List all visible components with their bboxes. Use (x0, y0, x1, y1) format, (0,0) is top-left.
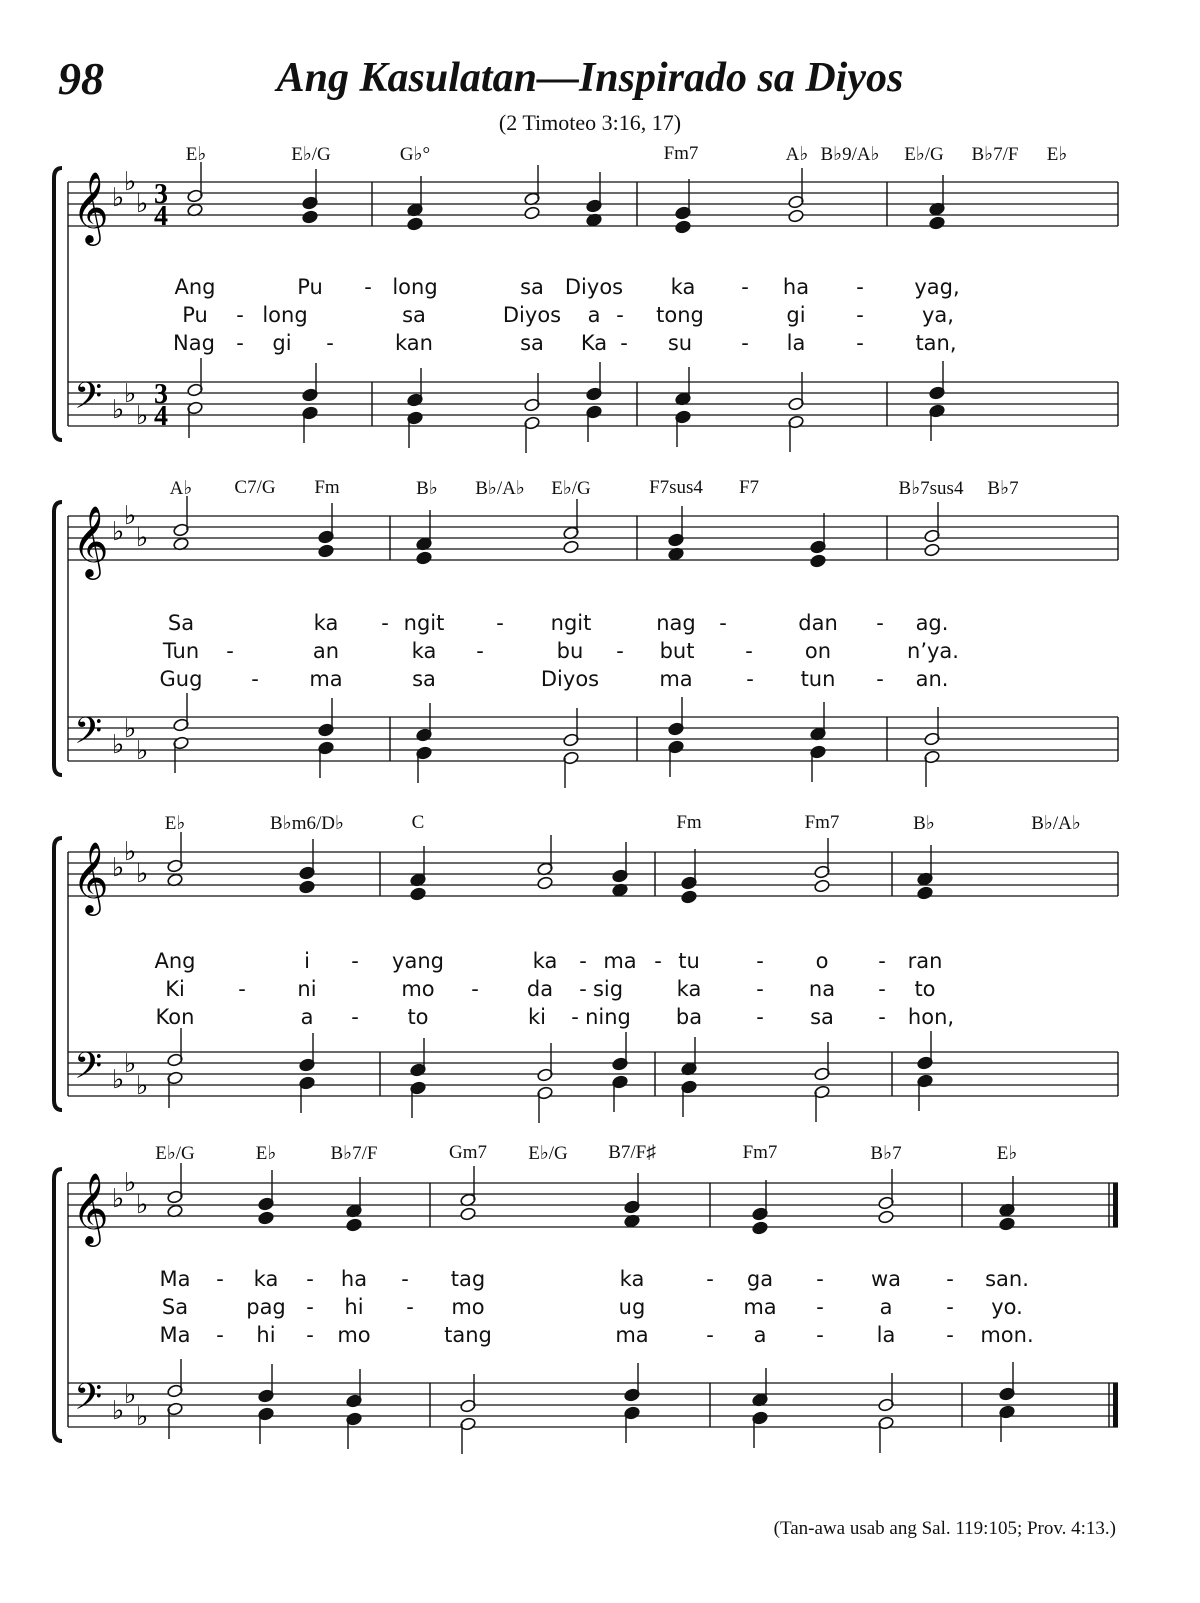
lyric-syllable: Sa (167, 611, 195, 635)
lyric-syllable: Nag (173, 331, 215, 355)
chord-symbol: B♭m6/D♭ (270, 813, 344, 834)
key-flat: ♭ (124, 379, 137, 409)
lyric-syllable: a (753, 1323, 767, 1347)
chord-symbol: B♭7/F (330, 1143, 378, 1164)
lyric-syllable: mo (401, 977, 435, 1001)
lyric-hyphen: - (856, 303, 864, 327)
lyric-hyphen: - (401, 1267, 409, 1291)
lyric-syllable: n’ya. (907, 639, 959, 663)
lyric-syllable: i (304, 949, 310, 973)
lyric-hyphen: - (238, 977, 246, 1001)
lyric-syllable: gi (786, 303, 806, 327)
lyric-syllable: ka (670, 275, 696, 299)
lyric-hyphen: - (616, 303, 624, 327)
chord-symbol: B♭ (416, 478, 438, 499)
lyric-hyphen: - (816, 1295, 824, 1319)
chord-symbol: B7/F♯ (608, 1142, 656, 1163)
lyric-syllable: sig (592, 977, 624, 1001)
lyric-syllable: ga (746, 1267, 774, 1291)
lyric-syllable: an (312, 639, 340, 663)
chord-symbol: Gm7 (449, 1142, 487, 1163)
lyric-syllable: yo. (991, 1295, 1023, 1319)
lyric-hyphen: - (496, 611, 504, 635)
lyric-hyphen: - (706, 1323, 714, 1347)
chord-symbol: Fm (314, 477, 340, 498)
staff-lines (54, 167, 1118, 1441)
lyric-hyphen: - (878, 977, 886, 1001)
key-flat: ♭ (112, 1184, 125, 1214)
treble-note (407, 217, 424, 231)
system-bracket (54, 838, 62, 1110)
lyric-syllable: tong (656, 303, 704, 327)
lyric-syllable: ka (619, 1267, 645, 1291)
key-flat: ♭ (136, 1071, 149, 1101)
lyric-syllable: Sa (161, 1295, 189, 1319)
lyric-syllable: sa (520, 275, 544, 299)
treble-note (878, 1210, 895, 1224)
treble-note (416, 551, 433, 565)
lyric-syllable: ma (615, 1323, 649, 1347)
lyric-syllable: mo (337, 1323, 371, 1347)
lyric-syllable: dan (798, 611, 838, 635)
lyric-syllable: sa (520, 331, 544, 355)
lyric-syllable: Ma (159, 1323, 191, 1347)
chord-symbol: C (411, 812, 425, 833)
chord-symbol: B♭/A♭ (475, 478, 525, 499)
lyric-hyphen: - (471, 977, 479, 1001)
key-flat: ♭ (136, 1190, 149, 1220)
lyric-syllable: la (876, 1323, 896, 1347)
chord-symbol: E♭ (185, 144, 207, 165)
lyric-syllable: su (667, 331, 693, 355)
key-flat: ♭ (136, 859, 149, 889)
lyric-syllable: san. (985, 1267, 1029, 1291)
lyric-syllable: tang (444, 1323, 492, 1347)
treble-note (999, 1217, 1016, 1231)
chord-symbol: B♭7sus4 (898, 478, 964, 499)
lyric-hyphen: - (741, 275, 749, 299)
lyric-hyphen: - (251, 667, 259, 691)
lyric-hyphen: - (351, 1005, 359, 1029)
chord-symbol: E♭ (996, 1143, 1018, 1164)
key-flat: ♭ (124, 714, 137, 744)
lyric-hyphen: - (876, 611, 884, 635)
lyric-hyphen: - (816, 1323, 824, 1347)
lyric-hyphen: - (236, 303, 244, 327)
key-flat: ♭ (124, 501, 137, 531)
chord-symbol: E♭ (255, 1143, 277, 1164)
system-4 (54, 1168, 1118, 1441)
lyric-hyphen: - (946, 1323, 954, 1347)
lyric-hyphen: - (756, 1005, 764, 1029)
lyric-syllable: a (587, 303, 601, 327)
lyric-hyphen: - (878, 1005, 886, 1029)
lyric-syllable: Ki (165, 977, 185, 1001)
lyric-hyphen: - (741, 331, 749, 355)
lyric-syllable: sa (810, 1005, 834, 1029)
lyric-syllable: Kon (155, 1005, 195, 1029)
lyric-syllable: Diyos (502, 303, 562, 327)
lyric-syllable: on (804, 639, 832, 663)
chord-symbol: E♭/G (551, 478, 591, 499)
lyric-syllable: to (914, 977, 936, 1001)
lyric-hyphen: - (579, 977, 587, 1001)
lyric-syllable: ki (528, 1005, 546, 1029)
lyric-syllable: long (262, 303, 308, 327)
lyric-syllable: ni (297, 977, 317, 1001)
treble-clef: 𝄞 (72, 1171, 109, 1244)
lyric-hyphen: - (236, 331, 244, 355)
lyric-hyphen: - (226, 639, 234, 663)
lyric-syllable: Ka (580, 331, 608, 355)
treble-note (410, 887, 427, 901)
lyric-hyphen: - (856, 331, 864, 355)
lyric-syllable: an. (915, 667, 949, 691)
lyric-syllable: ran (907, 949, 943, 973)
time-signature-bottom: 4 (154, 201, 168, 232)
chord-symbol: B♭7 (870, 1143, 902, 1164)
key-flat: ♭ (136, 1402, 149, 1432)
system-3 (54, 837, 1118, 1110)
lyric-syllable: ning (585, 1005, 631, 1029)
key-flat: ♭ (112, 183, 125, 213)
lyric-hyphen: - (306, 1323, 314, 1347)
lyric-syllable: ma (603, 949, 637, 973)
key-flat: ♭ (136, 736, 149, 766)
lyric-syllable: a (300, 1005, 314, 1029)
chord-symbol: E♭ (164, 813, 186, 834)
time-signature-bottom: 4 (154, 401, 168, 432)
lyric-hyphen: - (306, 1267, 314, 1291)
lyric-hyphen: - (654, 949, 662, 973)
chord-symbol: B♭7/F (971, 144, 1019, 165)
lyric-hyphen: - (364, 275, 372, 299)
lyric-syllable: la (786, 331, 806, 355)
lyric-syllable: ag. (915, 611, 949, 635)
treble-note (929, 216, 946, 230)
lyric-syllable: Pu (182, 303, 208, 327)
lyric-hyphen: - (616, 639, 624, 663)
chord-symbol: Fm7 (663, 143, 699, 164)
lyric-hyphen: - (816, 1267, 824, 1291)
treble-note (681, 890, 698, 904)
lyric-syllable: but (659, 639, 695, 663)
lyric-syllable: kan (395, 331, 433, 355)
lyric-syllable: Ang (174, 275, 216, 299)
lyric-hyphen: - (946, 1295, 954, 1319)
final-thick-bar (1113, 1383, 1118, 1427)
system-bracket (54, 168, 62, 440)
lyric-syllable: Pu (297, 275, 323, 299)
lyric-syllable: ka (676, 977, 702, 1001)
chord-symbol: B♭9/A♭ (820, 144, 880, 165)
lyric-hyphen: - (876, 667, 884, 691)
chord-symbol: E♭/G (528, 1143, 568, 1164)
chord-symbol: B♭ (913, 813, 935, 834)
lyric-syllable: ngit (550, 611, 592, 635)
treble-clef: 𝄞 (72, 504, 109, 577)
lyric-syllable: gi (272, 331, 292, 355)
treble-note (537, 876, 554, 890)
lyric-hyphen: - (579, 949, 587, 973)
chord-symbol: C7/G (234, 477, 276, 498)
system-1 (54, 167, 1118, 440)
lyric-syllable: ha (340, 1267, 368, 1291)
key-flat: ♭ (136, 401, 149, 431)
lyric-syllable: hi (256, 1323, 276, 1347)
chord-symbol: F7sus4 (649, 477, 703, 498)
footer-reference: (Tan-awa usab ang Sal. 119:105; Prov. 4:13.) (773, 1518, 1116, 1539)
lyric-syllable: ya, (922, 303, 954, 327)
chord-symbol: B♭7 (987, 478, 1019, 499)
lyric-syllable: o (815, 949, 829, 973)
lyric-hyphen: - (756, 949, 764, 973)
key-flat: ♭ (112, 395, 125, 425)
lyric-syllable: ngit (403, 611, 445, 635)
lyric-hyphen: - (571, 1005, 579, 1029)
lyric-syllable: a (879, 1295, 893, 1319)
treble-note (258, 1211, 275, 1225)
lyric-hyphen: - (878, 949, 886, 973)
key-flat: ♭ (124, 1168, 137, 1198)
lyric-syllable: mo (451, 1295, 485, 1319)
lyric-hyphen: - (746, 667, 754, 691)
treble-note (810, 554, 827, 568)
lyric-hyphen: - (719, 611, 727, 635)
lyric-syllable: ka (411, 639, 437, 663)
treble-note (299, 880, 316, 894)
key-flat: ♭ (124, 837, 137, 867)
lyric-syllable: pag (246, 1295, 286, 1319)
key-flat: ♭ (112, 517, 125, 547)
chord-symbol: G♭° (399, 144, 431, 165)
key-flat: ♭ (112, 1065, 125, 1095)
scripture-reference: (2 Timoteo 3:16, 17) (498, 110, 682, 135)
lyric-hyphen: - (745, 639, 753, 663)
lyric-syllable: sa (412, 667, 436, 691)
lyric-hyphen: - (326, 331, 334, 355)
chord-symbol: Fm7 (804, 812, 840, 833)
lyric-syllable: bu (556, 639, 584, 663)
lyric-syllable: tan, (915, 331, 957, 355)
chord-symbol: E♭ (1046, 144, 1068, 165)
lyric-hyphen: - (306, 1295, 314, 1319)
treble-note (675, 220, 692, 234)
lyric-syllable: Diyos (540, 667, 600, 691)
chord-symbol: A♭ (785, 144, 809, 165)
lyric-syllable: Ang (154, 949, 196, 973)
lyric-syllable: ka (313, 611, 339, 635)
lyric-syllable: hon, (907, 1005, 955, 1029)
lyric-hyphen: - (706, 1267, 714, 1291)
chord-symbol: B♭/A♭ (1031, 813, 1081, 834)
notes (164, 162, 1019, 1454)
lyric-syllable: ug (618, 1295, 646, 1319)
system-bracket (54, 502, 62, 775)
bass-clef: 𝄢 (74, 1376, 103, 1427)
lyric-syllable: Diyos (564, 275, 624, 299)
key-flat: ♭ (124, 167, 137, 197)
lyric-syllable: to (407, 1005, 429, 1029)
treble-note (563, 540, 580, 554)
key-flat: ♭ (112, 1396, 125, 1426)
treble-clef: 𝄞 (72, 170, 109, 243)
lyric-hyphen: - (406, 1295, 414, 1319)
chord-symbol: E♭/G (904, 144, 944, 165)
treble-note (814, 879, 831, 893)
key-flat: ♭ (124, 1049, 137, 1079)
treble-note (346, 1218, 363, 1232)
treble-note (460, 1207, 477, 1221)
system-bracket (54, 1169, 62, 1441)
lyric-syllable: na (808, 977, 836, 1001)
hymn-title: Ang Kasulatan—Inspirado sa Diyos (276, 55, 904, 101)
lyric-syllable: yag, (914, 275, 960, 299)
lyric-syllable: ka (532, 949, 558, 973)
lyric-syllable: Tun (162, 639, 200, 663)
treble-clef: 𝄞 (72, 840, 109, 913)
final-thick-bar (1113, 1183, 1118, 1227)
lyric-syllable: sa (402, 303, 426, 327)
lyric-syllable: Gug (159, 667, 203, 691)
lyric-syllable: ka (253, 1267, 279, 1291)
treble-note (788, 209, 805, 223)
bass-clef: 𝄢 (74, 710, 103, 761)
lyric-syllable: hi (344, 1295, 364, 1319)
lyric-syllable: mon. (980, 1323, 1034, 1347)
lyric-hyphen: - (381, 611, 389, 635)
bass-clef: 𝄢 (74, 1045, 103, 1096)
lyric-syllable: wa (870, 1267, 902, 1291)
system-2 (54, 501, 1118, 775)
lyric-syllable: Ma (159, 1267, 191, 1291)
lyric-hyphen: - (216, 1267, 224, 1291)
treble-note (302, 210, 319, 224)
lyric-hyphen: - (476, 639, 484, 663)
treble-note (318, 544, 335, 558)
lyric-syllable: ba (675, 1005, 703, 1029)
lyric-hyphen: - (856, 275, 864, 299)
lyric-syllable: yang (392, 949, 444, 973)
lyric-syllable: ma (309, 667, 343, 691)
lyric-hyphen: - (756, 977, 764, 1001)
key-flat: ♭ (136, 189, 149, 219)
lyric-hyphen: - (351, 949, 359, 973)
key-flat: ♭ (112, 853, 125, 883)
chord-symbol: E♭/G (155, 1143, 195, 1164)
treble-note (924, 543, 941, 557)
chord-symbol: Fm7 (742, 1142, 778, 1163)
lyric-syllable: tun (800, 667, 836, 691)
chord-symbol: F7 (738, 477, 760, 498)
lyric-syllable: tag (450, 1267, 486, 1291)
lyric-hyphen: - (216, 1323, 224, 1347)
chord-symbol: A♭ (169, 478, 193, 499)
lyric-syllable: ha (782, 275, 810, 299)
lyric-syllable: ma (659, 667, 693, 691)
treble-note (524, 206, 541, 220)
lyric-hyphen: - (946, 1267, 954, 1291)
key-flat: ♭ (112, 730, 125, 760)
key-flat: ♭ (136, 523, 149, 553)
time-signature-top: 3 (154, 379, 168, 410)
hymn-number: 98 (58, 53, 104, 104)
chord-symbol: E♭/G (291, 144, 331, 165)
lyric-syllable: tu (678, 949, 700, 973)
lyric-syllable: long (392, 275, 438, 299)
lyric-syllable: nag (656, 611, 696, 635)
bass-clef: 𝄢 (74, 375, 103, 426)
chord-symbol: Fm (676, 812, 702, 833)
lyric-hyphen: - (620, 331, 628, 355)
key-flat: ♭ (124, 1380, 137, 1410)
lyric-syllable: ma (743, 1295, 777, 1319)
lyric-syllable: da (526, 977, 554, 1001)
time-signature-top: 3 (154, 179, 168, 210)
treble-note (917, 886, 934, 900)
treble-note (752, 1221, 769, 1235)
